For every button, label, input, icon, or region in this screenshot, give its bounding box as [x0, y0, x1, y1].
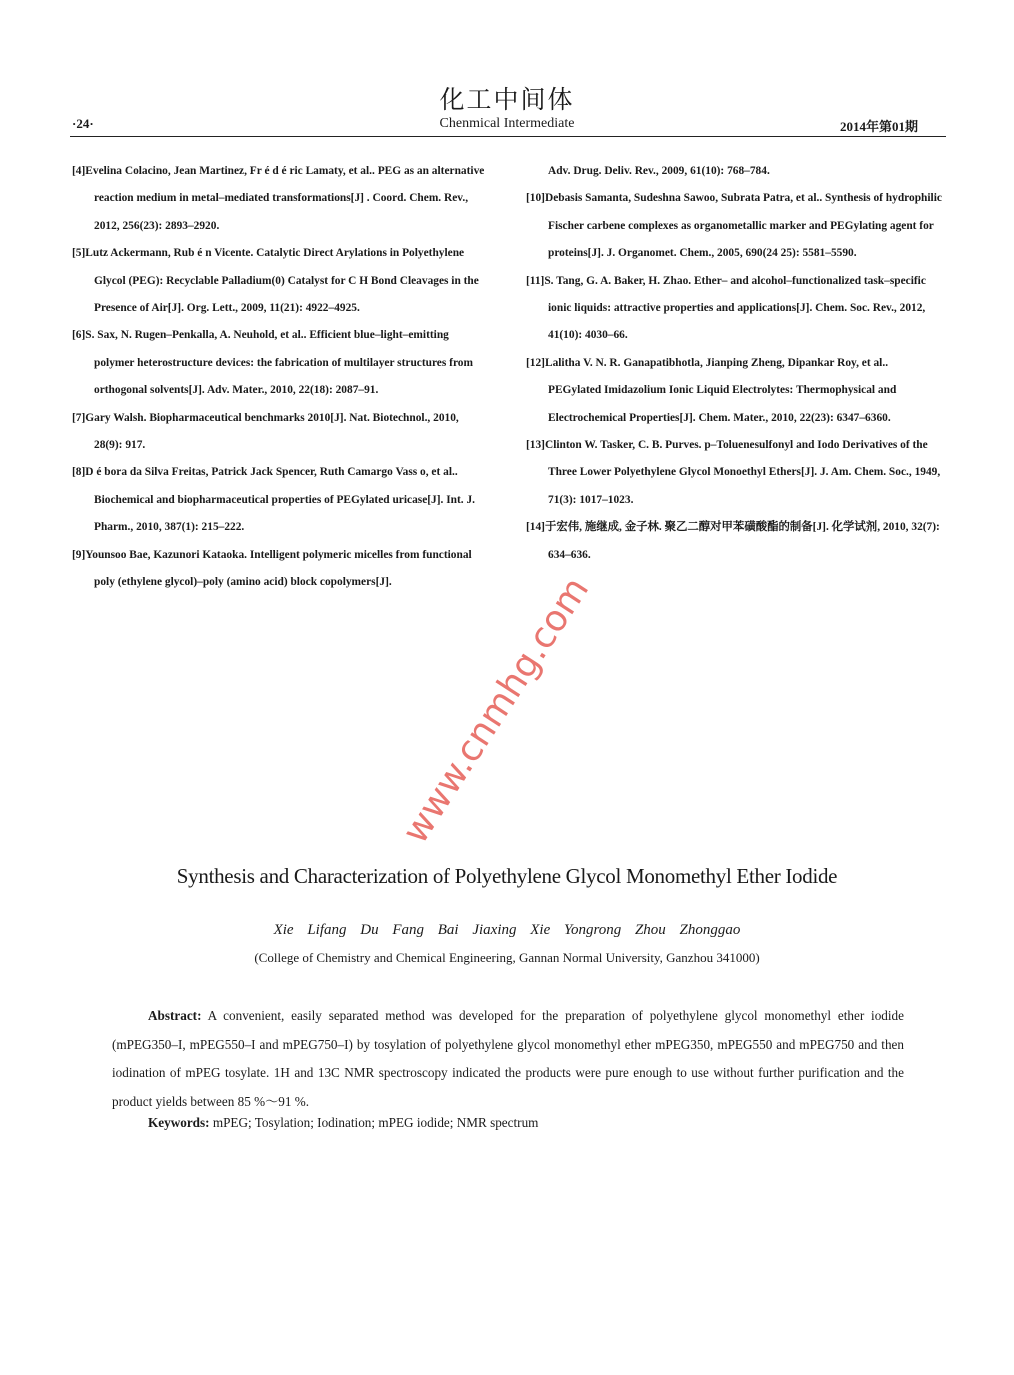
journal-title: 化工中间体 [439, 85, 575, 114]
reference-item: [8]D é bora da Silva Freitas, Patrick Jack Spencer, Ruth Camargo Vass o, et al.. Biochemical and biopharmaceutical properties of PEGylated uricase[J]. Int. J. Pharm., 2010, 387(1): 215–222. [72, 466, 476, 534]
journal-title-english: Chenmical Intermediate [439, 116, 575, 131]
author-list: Xie Lifang Du Fang Bai Jiaxing Xie Yongrong Zhou Zhonggao [273, 922, 741, 938]
reference-item: [7]Gary Walsh. Biopharmaceutical benchmarks 2010[J]. Nat. Biotechnol., 2010, 28(9): 917. [72, 411, 459, 452]
page-number: ·24· [72, 116, 94, 131]
header-divider [70, 136, 946, 137]
reference-item: [13]Clinton W. Tasker, C. B. Purves. p–Toluenesulfonyl and Iodo Derivatives of the Three Lower Polyethylene Glycol Monoethyl Ethers[J]. J. Am. Chem. Soc., 1949, 71(3): 1017–1023. [526, 439, 941, 506]
keywords [148, 1115, 538, 1131]
abstract-text: A convenient, easily separated method was developed for the preparation of polyethylene glycol monomethyl ether iodide (mPEG350–I, mPEG550–I and mPEG750–I) by tosylation of polyethylene glycol monomethyl ether mPEG350, mPEG550 and mPEG750 and then iodination of mPEG tosylate. 1H and 13C NMR spectroscopy indicated the products were pure enough to use without further purification and the product yields between 85 %～91 %. [112, 1008, 904, 1109]
reference-item: [4]Evelina Colacino, Jean Martinez, Fr é d é ric Lamaty, et al.. PEG as an alternative reaction medium in metal–mediated transformations[J] . Coord. Chem. Rev., 2012, 256(23): 2893–2920. [72, 165, 485, 232]
reference-item: [12]Lalitha V. N. R. Ganapatibhotla, Jianping Zheng, Dipankar Roy, et al.. PEGylated Imidazolium Ionic Liquid Electrolytes: Thermophysical and Electrochemical Properties[J]. Chem. Mater., 2010, 22(23): 6347–6360. [526, 356, 897, 424]
keywords-text: mPEG; Tosylation; Iodination; mPEG iodide; NMR spectrum [212, 1115, 539, 1130]
references-left-column [72, 158, 490, 597]
watermark: www.cnmhg.com [394, 570, 598, 851]
paper-title: Synthesis and Characterization of Polyethylene Glycol Monomethyl Ether Iodide [176, 864, 838, 888]
reference-item: [5]Lutz Ackermann, Rub é n Vicente. Catalytic Direct Arylations in Polyethylene Glycol (PEG): Recyclable Palladium(0) Catalyst for C H Bond Cleavages in the Presence of Air[J]. Org. Lett., 2009, 11(21): 4922–4925. [72, 247, 479, 315]
abstract-label: Abstract: [148, 1008, 202, 1023]
reference-item: [11]S. Tang, G. A. Baker, H. Zhao. Ether– and alcohol–functionalized task–specific ionic liquids: attractive properties and applications[J]. Chem. Soc. Rev., 2012, 41(10): 4030–66. [526, 274, 926, 342]
reference-item: [6]S. Sax, N. Rugen–Penkalla, A. Neuhold, et al.. Efficient blue–light–emitting polymer heterostructure devices: the fabrication of multilayer structures from orthogonal solvents[J]. Adv. Mater., 2010, 22(18): 2087–91. [72, 329, 473, 397]
reference-item: [10]Debasis Samanta, Sudeshna Sawoo, Subrata Patra, et al.. Synthesis of hydrophilic Fischer carbene complexes as organometallic marker and PEGylating agent for proteins[J]. J. Organomet. Chem., 2005, 690(24 25): 5581–5590. [526, 192, 942, 260]
keywords-label: Keywords: [148, 1115, 210, 1130]
reference-item: [14]于宏伟, 施继成, 金子林. 聚乙二醇对甲苯磺酸酯的制备[J]. 化学试剂, 2010, 32(7): 634–636. [526, 521, 940, 561]
reference-item: [9]Younsoo Bae, Kazunori Kataoka. Intelligent polymeric micelles from functional poly (ethylene glycol)–poly (amino acid) block copolymers[J]. [72, 548, 472, 589]
issue-label: 2014年第01期 [839, 119, 918, 134]
affiliation: (College of Chemistry and Chemical Engineering, Gannan Normal University, Ganzhou 341000) [254, 950, 760, 965]
abstract [112, 1002, 904, 1116]
references-right-column [526, 158, 942, 569]
reference-continuation: Adv. Drug. Deliv. Rev., 2009, 61(10): 768–784. [548, 165, 770, 177]
